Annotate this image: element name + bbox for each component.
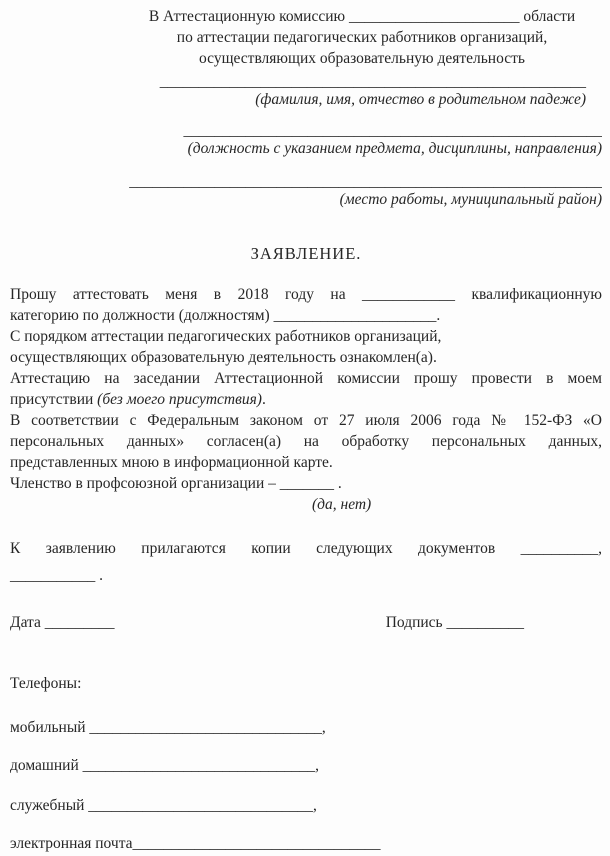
- body-line-order2: осуществляющих образовательную деятельность ознакомлен(а).: [10, 349, 437, 366]
- addressee-line-commission: В Аттестационную комиссию ______________________ области: [148, 8, 576, 25]
- blank-line-name: _______________________________________________________: [159, 75, 586, 89]
- body-line-presence: [10, 389, 602, 410]
- body-line-category: категорию по должности (должностям) _____________________.: [10, 307, 441, 324]
- blank-line-position: ______________________________________________________: [183, 124, 602, 138]
- application-body: [10, 284, 602, 515]
- phone-home-line: домашний ______________________________,: [10, 757, 319, 774]
- body-line-session: Аттестацию на заседании Аттестационной комиссии прошу провести в моем: [10, 370, 602, 387]
- body-line-union-membership: Членство в профсоюзной организации – _______ .: [10, 475, 342, 492]
- presence-period: .: [261, 391, 266, 408]
- date-field: Дата _________: [10, 614, 115, 631]
- body-line-request: Прошу аттестовать меня в 2018 году на ____________ квалификационную: [10, 286, 602, 303]
- yes-no-hint: (да, нет): [312, 496, 372, 513]
- body-line-personal-data: персональных данных» согласен(а) на обработку персональных данных,: [10, 433, 602, 450]
- date-signature-row: [10, 612, 602, 633]
- presence-text: присутствии: [10, 391, 98, 408]
- field-caption-workplace: (место работы, муниципальный район): [339, 191, 602, 208]
- attachments-paragraph: [10, 538, 602, 586]
- attachments-continuation-line: ___________ .: [10, 567, 103, 584]
- body-line-law: В соответствии с Федеральным законом от 27 июля 2006 года № 152-ФЗ «О: [10, 412, 602, 429]
- phone-work-line: служебный _____________________________,: [10, 797, 317, 814]
- signature-field: Подпись __________: [385, 614, 524, 631]
- document-title: ЗАЯВЛЕНИЕ.: [250, 244, 362, 263]
- attachments-line: К заявлению прилагаются копии следующих документов __________,: [10, 540, 602, 557]
- phone-mobile-line: мобильный ______________________________,: [10, 719, 326, 736]
- presence-italic-note: (без моего присутствия): [97, 391, 262, 408]
- field-caption-position: (должность с указанием предмета, дисциплины, направления): [187, 140, 602, 157]
- body-line-info-card: представленных мною в информационной карте.: [10, 454, 333, 471]
- addressee-line-activity: осуществляющих образовательную деятельность: [199, 50, 525, 67]
- body-line-order1: С порядком аттестации педагогических работников организаций,: [10, 328, 442, 345]
- addressee-line-workers: по аттестации педагогических работников организаций,: [176, 29, 548, 46]
- applicant-name-field: [122, 75, 602, 110]
- applicant-workplace-field: [122, 175, 602, 210]
- addressee-header: [122, 6, 602, 210]
- phones-section: [10, 673, 602, 854]
- email-line: электронная почта________________________________: [10, 835, 381, 852]
- applicant-position-field: [122, 124, 602, 159]
- phones-heading: Телефоны:: [10, 675, 82, 692]
- blank-line-workplace: _____________________________________________________________: [129, 175, 602, 189]
- field-caption-name: (фамилия, имя, отчество в родительном падеже): [255, 91, 586, 108]
